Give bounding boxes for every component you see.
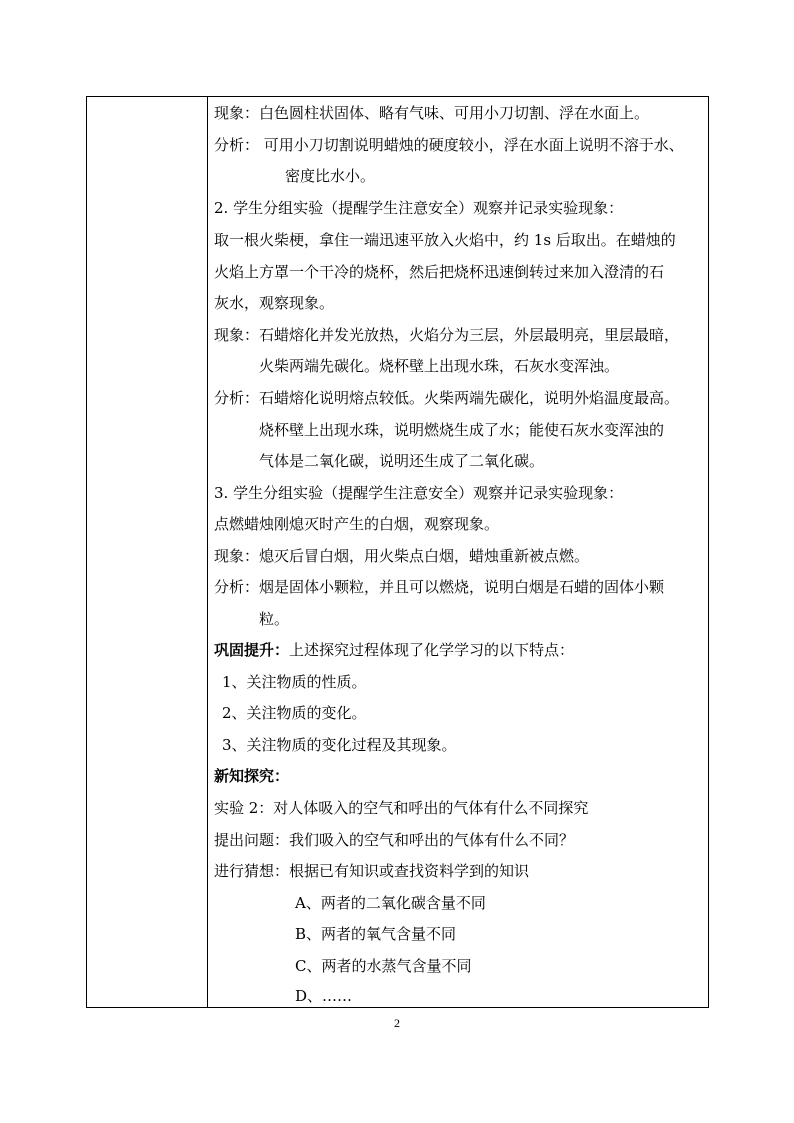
text-line: 分析： 可用小刀切割说明蜡烛的硬度较小，浮在水面上说明不溶于水、 <box>214 136 684 154</box>
text-line: 3. 学生分组实验（提醒学生注意安全）观察并记录实验现象： <box>214 484 624 502</box>
text-line: 烧杯壁上出现水珠，说明燃烧生成了水；能使石灰水变浑浊的 <box>259 421 665 439</box>
option-item: C、两者的水蒸气含量不同 <box>295 957 472 975</box>
text-line: 现象：石蜡熔化并发光放热，火焰分为三层，外层最明亮，里层最暗， <box>214 326 680 344</box>
text-line <box>214 640 574 660</box>
text-line: 进行猜想：根据已有知识或查找资料学到的知识 <box>214 862 530 880</box>
option-item: A、两者的二氧化碳含量不同 <box>295 894 486 912</box>
list-item: 3、关注物质的变化过程及其现象。 <box>222 736 457 754</box>
text-line: 现象：白色圆柱状固体、略有气味、可用小刀切割、浮在水面上。 <box>214 104 650 122</box>
list-item: 2、关注物质的变化。 <box>222 704 367 722</box>
text-line: 实验 2：对人体吸入的空气和呼出的气体有什么不同探究 <box>214 799 589 817</box>
consolidate-text: 上述探究过程体现了化学学习的以下特点： <box>289 641 575 659</box>
option-item: B、两者的氧气含量不同 <box>295 925 457 943</box>
text-line: 灰水，观察现象。 <box>214 294 335 312</box>
text-line: 取一根火柴梗，拿住一端迅速平放入火焰中，约 1s 后取出。在蜡烛的 <box>214 231 676 249</box>
text-line: 现象：熄灭后冒白烟，用火柴点白烟，蜡烛重新被点燃。 <box>214 547 590 565</box>
text-line: 密度比水小。 <box>285 167 376 185</box>
lesson-table <box>86 96 709 1008</box>
text-line: 火柴两端先碳化。烧杯壁上出现水珠，石灰水变浑浊。 <box>259 357 620 375</box>
text-line: 提出问题：我们吸入的空气和呼出的气体有什么不同？ <box>214 831 575 849</box>
text-line: 点燃蜡烛刚熄灭时产生的白烟，观察现象。 <box>214 515 500 533</box>
section-heading: 新知探究： <box>214 767 290 785</box>
text-line: 2. 学生分组实验（提醒学生注意安全）观察并记录实验现象： <box>214 199 624 217</box>
consolidate-heading: 巩固提升： <box>214 641 290 659</box>
left-column-cell <box>87 97 208 1007</box>
text-line: 分析：石蜡熔化说明熔点较低。火柴两端先碳化，说明外焰温度最高。 <box>214 389 680 407</box>
content-cell <box>208 97 708 1007</box>
option-item: D、…… <box>295 987 353 1005</box>
list-item: 1、关注物质的性质。 <box>222 673 367 691</box>
page-number: 2 <box>394 1016 400 1030</box>
text-line: 粒。 <box>259 610 290 628</box>
text-line: 分析：烟是固体小颗粒，并且可以燃烧，说明白烟是石蜡的固体小颗 <box>214 578 665 596</box>
text-line: 气体是二氧化碳，说明还生成了二氧化碳。 <box>259 452 545 470</box>
text-line: 火焰上方罩一个干冷的烧杯，然后把烧杯迅速倒转过来加入澄清的石 <box>214 263 665 281</box>
